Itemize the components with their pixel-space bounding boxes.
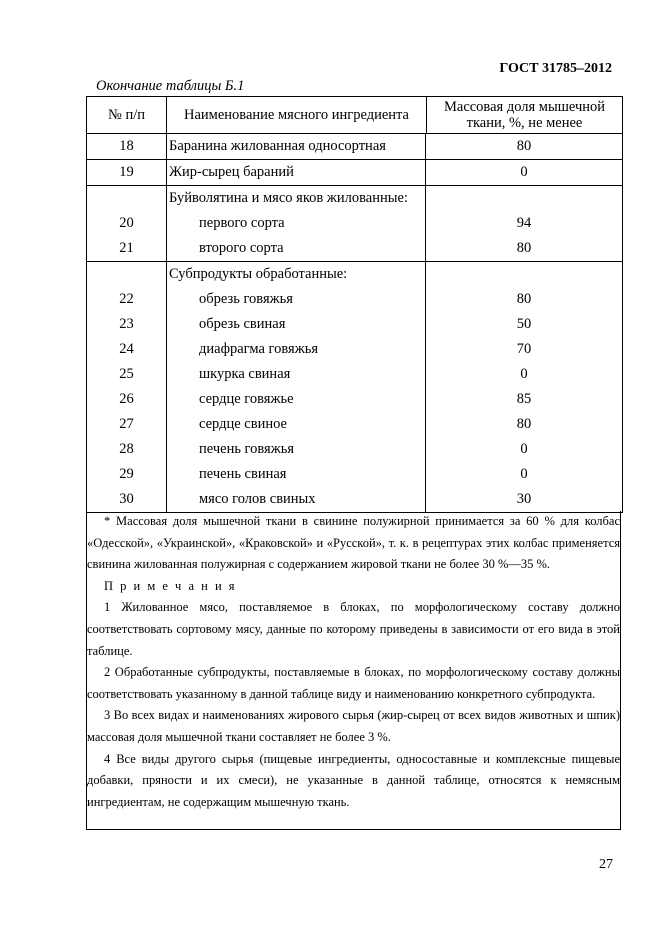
cell-value: 80: [516, 291, 532, 307]
cell-number: 19: [87, 160, 167, 185]
cell-value: 94: [516, 215, 532, 231]
note-4: 4 Все виды другого сырья (пищевые ингредиенты, односоставные и комплексные пищевые добавки, пряности и их смеси), не указанные в данной таблице, относятся к немясным ингредиентам, не содержащим мышечную ткань.: [87, 751, 620, 809]
cell-value: 50: [516, 316, 532, 332]
cell-name: обрезь свиная: [167, 312, 426, 337]
table-row: [87, 412, 622, 437]
cell-value: 0: [520, 164, 528, 180]
cell-name: печень говяжья: [167, 437, 426, 462]
cell-name: шкурка свиная: [167, 362, 426, 387]
cell-number: 21: [87, 236, 167, 261]
cell-value: 80: [516, 138, 532, 154]
table-row: [87, 262, 622, 287]
table-body: [87, 134, 622, 513]
standard-designation: ГОСТ 31785–2012: [499, 61, 612, 76]
table-row: [87, 211, 622, 236]
cell-number: 28: [87, 437, 167, 462]
page-number: 27: [599, 857, 613, 872]
table-section: [87, 186, 622, 262]
table-row: [87, 437, 622, 462]
footnote: * Массовая доля мышечной ткани в свинине полужирной принимается за 60 % для колбас «Одесской», «Украинской», «Краковской» и «Русской», т. к. в рецептурах этих колбас применяется свинина жилованная полужирная с содержанием жировой ткани не более 30 %—35 %.: [87, 514, 620, 572]
cell-number: 29: [87, 462, 167, 487]
table-row: [87, 362, 622, 387]
table-header: [87, 97, 622, 134]
cell-name: печень свиная: [167, 462, 426, 487]
table-row: [87, 462, 622, 487]
cell-name: сердце говяжье: [167, 387, 426, 412]
notes-block: [86, 511, 621, 830]
table-caption: Окончание таблицы Б.1: [96, 78, 245, 94]
table-row: [87, 487, 622, 512]
cell-value: 70: [516, 341, 532, 357]
cell-value: [426, 262, 622, 287]
cell-value: [426, 186, 622, 211]
table-row: [87, 186, 622, 211]
table-row: [87, 236, 622, 261]
cell-value: 30: [516, 491, 532, 507]
cell-number: 24: [87, 337, 167, 362]
cell-name: первого сорта: [167, 211, 426, 236]
cell-number: 26: [87, 387, 167, 412]
cell-number: 18: [87, 134, 167, 159]
table-section: [87, 262, 622, 513]
table-row: [87, 337, 622, 362]
cell-name: диафрагма говяжья: [167, 337, 426, 362]
cell-name: обрезь говяжья: [167, 287, 426, 312]
table-section: [87, 160, 622, 186]
cell-value: 0: [520, 366, 528, 382]
note-2: 2 Обработанные субпродукты, поставляемые в блоках, по морфологическому составу должны соответствовать указанному в данной таблице виду и наименованию конкретного субпродукта.: [87, 665, 620, 701]
cell-number: [87, 262, 167, 287]
cell-number: 30: [87, 487, 167, 512]
cell-number: 25: [87, 362, 167, 387]
header-number: № п/п: [87, 97, 167, 133]
table-row: [87, 312, 622, 337]
cell-number: 22: [87, 287, 167, 312]
notes-heading: П р и м е ч а н и я: [104, 578, 237, 593]
ingredient-table: [86, 96, 623, 513]
table-row: [87, 160, 622, 185]
cell-value: 80: [516, 240, 532, 256]
cell-name: мясо голов свиных: [167, 487, 426, 512]
cell-name: Буйволятина и мясо яков жилованные:: [167, 186, 426, 211]
table-row: [87, 287, 622, 312]
cell-value: 80: [516, 416, 532, 432]
cell-value: 0: [520, 466, 528, 482]
cell-number: 27: [87, 412, 167, 437]
table-row: [87, 387, 622, 412]
table-row: [87, 134, 622, 159]
header-value: Массовая доля мышечной ткани, %, не менее: [443, 99, 606, 131]
note-1: 1 Жилованное мясо, поставляемое в блоках, по морфологическому составу должно соответствовать сортовому мясу, данные по которому приведены в зависимости от его вида в этой таблице.: [87, 600, 620, 658]
note-3: 3 Во всех видах и наименованиях жирового сырья (жир-сырец от всех видов животных и шпик) массовая доля мышечной ткани составляет не более 3 %.: [87, 708, 620, 744]
cell-name: Жир-сырец бараний: [167, 160, 426, 185]
cell-value: 0: [520, 441, 528, 457]
cell-name: второго сорта: [167, 236, 426, 261]
cell-name: Баранина жилованная односортная: [167, 134, 426, 159]
table-section: [87, 134, 622, 160]
cell-name: сердце свиное: [167, 412, 426, 437]
cell-name: Субпродукты обработанные:: [167, 262, 426, 287]
cell-value: 85: [516, 391, 532, 407]
cell-number: 20: [87, 211, 167, 236]
cell-number: [87, 186, 167, 211]
header-name: Наименование мясного ингредиента: [167, 97, 427, 133]
cell-number: 23: [87, 312, 167, 337]
